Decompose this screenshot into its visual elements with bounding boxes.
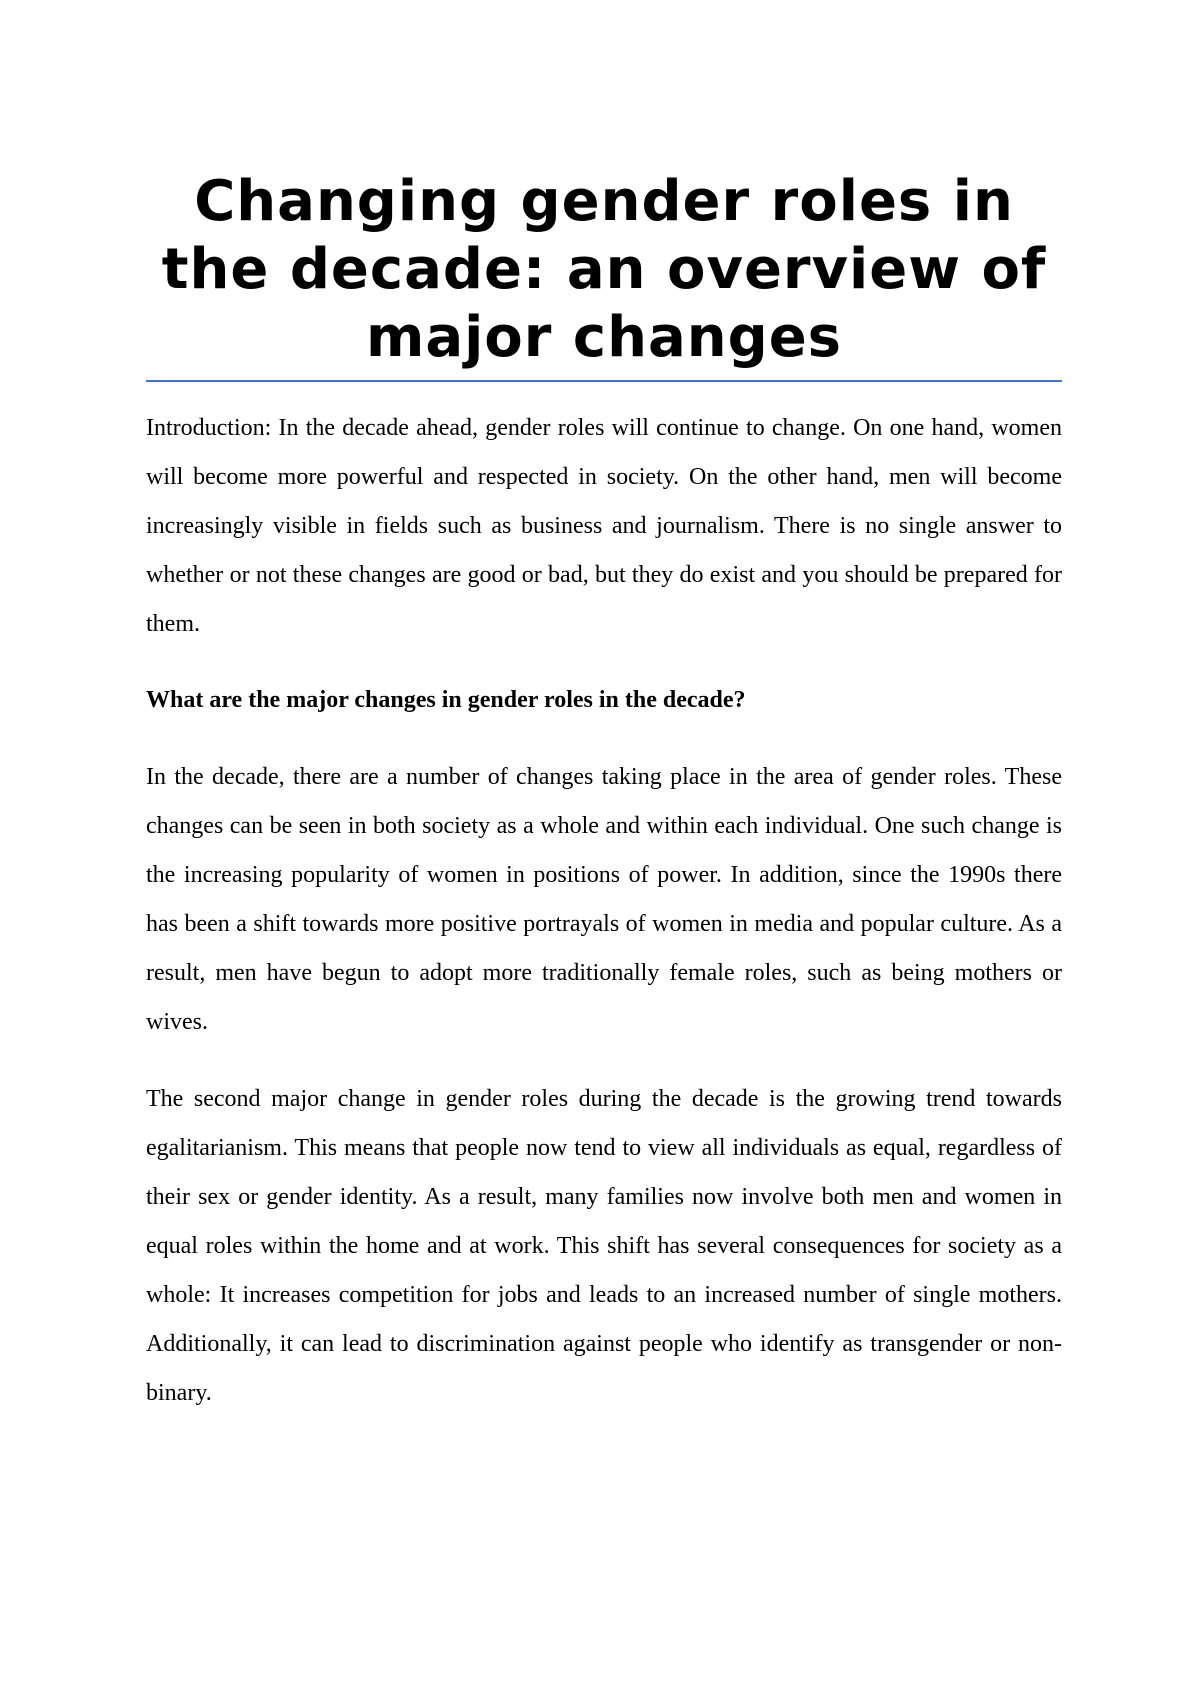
body-paragraph: The second major change in gender roles during the decade is the growing trend towards egalitarianism. This means that people now tend to view all individuals as equal, regardless of their sex or gender identity. As a result, many families now involve both men and women in equal roles within the home and at work. This shift has several consequences for society as a whole: It increases competition for jobs and leads to an increased number of single mothers. Additionally, it can lead to discrimination against people who identify as transgender or non-binary. [146, 1086, 1062, 1406]
section-heading: What are the major changes in gender roles in the decade? [146, 687, 746, 713]
intro-paragraph: Introduction: In the decade ahead, gender roles will continue to change. On one hand, women will become more powerful and respected in society. On the other hand, men will become increasingly visible in fields such as business and journalism. There is no single answer to whether or not these changes are good or bad, but they do exist and you should be prepared for them. [146, 415, 1062, 637]
document-title: Changing gender roles in the decade: an overview of major changes [161, 169, 1047, 370]
title-underline-rule [146, 380, 1062, 382]
document-body [146, 168, 1062, 1418]
body-paragraph: In the decade, there are a number of changes taking place in the area of gender roles. These changes can be seen in both society as a whole and within each individual. One such change is the increasing popularity of women in positions of power. In addition, since the 1990s there has been a shift towards more positive portrayals of women in media and popular culture. As a result, men have begun to adopt more traditionally female roles, such as being mothers or wives. [146, 764, 1062, 1035]
